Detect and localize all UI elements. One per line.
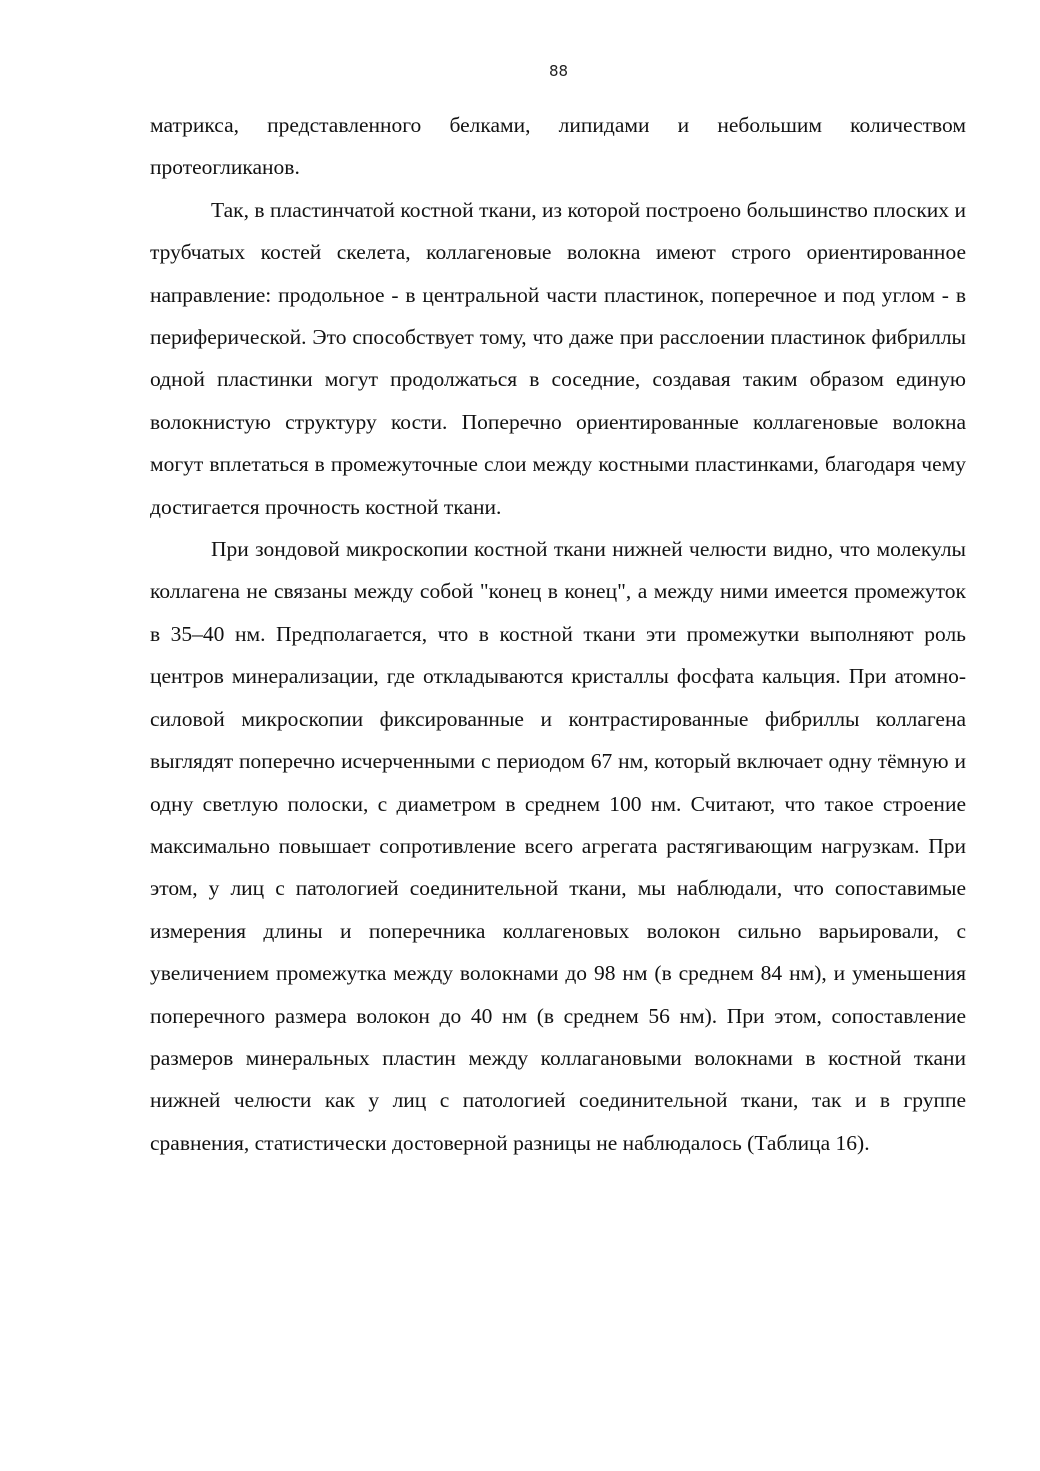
- paragraph-continuation: матрикса, представленного белками, липидами и небольшим количеством протеогликанов.: [150, 113, 966, 180]
- page-number: 88: [548, 62, 569, 80]
- body-text: [150, 104, 966, 1164]
- paragraph-lamellar-bone: Так, в пластинчатой костной ткани, из которой построено большинство плоских и трубчатых костей скелета, коллагеновые волокна имеют строго ориентированное направление: продольное - в центральной части пластинок, поперечное и под углом - в периферической. Это способствует тому, что даже при расслоении пластинок фибриллы одной пластинки могут продолжаться в соседние, создавая таким образом единую волокнистую структуру кости. Поперечно ориентированные коллагеновые волокна могут вплетаться в промежуточные слои между костными пластинками, благодаря чему достигается прочность костной ткани.: [150, 197, 966, 519]
- paragraph-probe-microscopy: При зондовой микроскопии костной ткани нижней челюсти видно, что молекулы коллагена не связаны между собой "конец в конец", а между ними имеется промежуток в 35–40 нм. Предполагается, что в костной ткани эти промежутки выполняют роль центров минерализации, где откладываются кристаллы фосфата кальция. При атомно-силовой микроскопии фиксированные и контрастированные фибриллы коллагена выглядят поперечно исчерченными с периодом 67 нм, который включает одну тёмную и одну светлую полоски, с диаметром в среднем 100 нм. Считают, что такое строение максимально повышает сопротивление всего агрегата растягивающим нагрузкам. При этом, у лиц с патологией соединительной ткани, мы наблюдали, что сопоставимые измерения длины и поперечника коллагеновых волокон сильно варьировали, с увеличением промежутка между волокнами до 98 нм (в среднем 84 нм), и уменьшения поперечного размера волокон до 40 нм (в среднем 56 нм). При этом, сопоставление размеров минеральных пластин между коллагановыми волокнами в костной ткани нижней челюсти как у лиц с патологией соединительной ткани, так и в группе сравнения, статистически достоверной разницы не наблюдалось (Таблица 16).: [150, 537, 966, 1155]
